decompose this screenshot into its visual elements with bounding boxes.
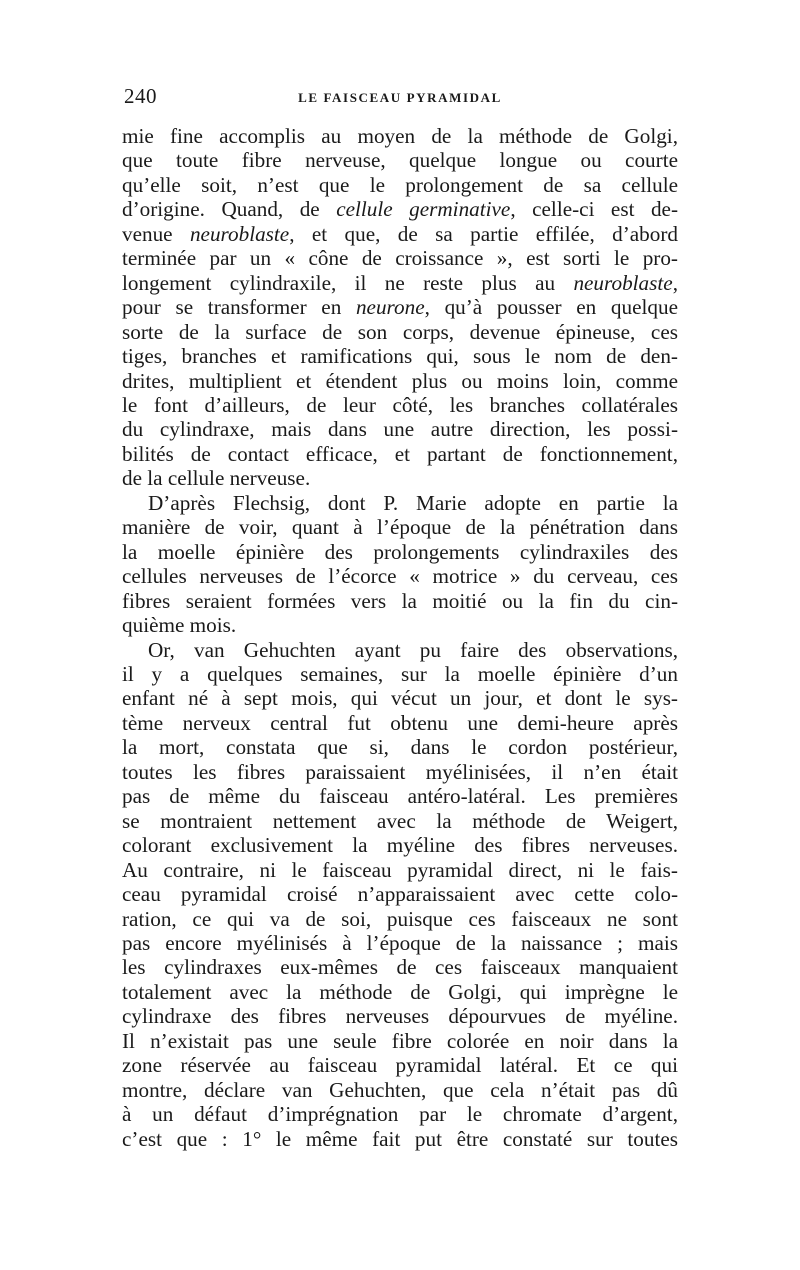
text-line: la moelle épinière des prolongements cylindraxiles des: [122, 539, 678, 564]
text-line: Au contraire, ni le faisceau pyramidal direct, ni le fais-: [122, 857, 678, 882]
text-line: le font d’ailleurs, de leur côté, les branches collatérales: [122, 392, 678, 417]
book-page: [122, 84, 678, 1151]
text-line: colorant exclusivement la myéline des fibres nerveuses.: [122, 833, 678, 858]
text-line: du cylindraxe, mais dans une autre direction, les possi-: [122, 417, 678, 442]
running-title: LE FAISCEAU PYRAMIDAL: [298, 90, 502, 105]
text-line: longement cylindraxile, il ne reste plus au neuroblaste,: [122, 270, 678, 295]
text-line: la mort, constata que si, dans le cordon postérieur,: [122, 735, 678, 760]
text-line: pas de même du faisceau antéro-latéral. Les premières: [122, 784, 678, 809]
text-line: les cylindraxes eux-mêmes de ces faisceaux manquaient: [122, 955, 678, 980]
text-line: fibres seraient formées vers la moitié ou la fin du cin-: [122, 588, 678, 613]
text-line: pour se transformer en neurone, qu’à pousser en quelque: [122, 295, 678, 320]
text-line: ration, ce qui va de soi, puisque ces faisceaux ne sont: [122, 906, 678, 931]
text-line: manière de voir, quant à l’époque de la pénétration dans: [122, 515, 678, 540]
text-line: d’origine. Quand, de cellule germinative, celle-ci est de-: [122, 197, 679, 222]
text-line: à un défaut d’imprégnation par le chromate d’argent,: [122, 1102, 678, 1127]
text-line: venue neuroblaste, et que, de sa partie effilée, d’abord: [122, 221, 678, 246]
text-line: totalement avec la méthode de Golgi, qui imprègne le: [122, 979, 678, 1004]
text-line: il y a quelques semaines, sur la moelle épinière d’un: [122, 661, 678, 686]
text-line: toutes les fibres paraissaient myélinisées, il n’en était: [122, 759, 678, 784]
text-line: mie fine accomplis au moyen de la méthode de Golgi,: [122, 124, 678, 148]
page-header: [122, 84, 678, 124]
paragraph-end-line: quième mois.: [122, 613, 237, 638]
text-line: bilités de contact efficace, et partant de fonctionnement,: [122, 441, 678, 466]
text-line: se montraient nettement avec la méthode de Weigert,: [122, 808, 678, 833]
paragraph-end-line: de la cellule nerveuse.: [122, 466, 311, 491]
text-line: que toute fibre nerveuse, quelque longue ou courte: [122, 148, 678, 173]
text-line: ceau pyramidal croisé n’apparaissaient avec cette colo-: [122, 882, 678, 907]
text-line: drites, multiplient et étendent plus ou moins loin, comme: [122, 368, 678, 393]
text-line: Il n’existait pas une seule fibre colorée en noir dans la: [122, 1028, 678, 1053]
text-line: tiges, branches et ramifications qui, sous le nom de den-: [122, 344, 678, 369]
text-line: cellules nerveuses de l’écorce « motrice » du cerveau, ces: [122, 564, 678, 589]
text-line: sorte de la surface de son corps, devenue épineuse, ces: [122, 319, 678, 344]
text-line: zone réservée au faisceau pyramidal latéral. Et ce qui: [122, 1053, 678, 1078]
text-line: tème nerveux central fut obtenu une demi-heure après: [122, 710, 678, 735]
text-line: enfant né à sept mois, qui vécut un jour, et dont le sys-: [122, 686, 678, 711]
text-line: montre, déclare van Gehuchten, que cela n’était pas dû: [122, 1077, 678, 1102]
text-line: qu’elle soit, n’est que le prolongement de sa cellule: [122, 172, 678, 197]
body-text: [122, 124, 678, 1151]
text-line: terminée par un « cône de croissance », est sorti le pro-: [122, 246, 678, 271]
text-line: c’est que : 1° le même fait put être constaté sur toutes: [122, 1126, 678, 1151]
paragraph-start-line: Or, van Gehuchten ayant pu faire des observations,: [148, 637, 678, 662]
paragraph-start-line: D’après Flechsig, dont P. Marie adopte en partie la: [148, 490, 678, 515]
text-line: pas encore myélinisés à l’époque de la naissance ; mais: [122, 930, 678, 955]
text-line: cylindraxe des fibres nerveuses dépourvues de myéline.: [122, 1004, 678, 1029]
page-number: 240: [124, 84, 157, 108]
